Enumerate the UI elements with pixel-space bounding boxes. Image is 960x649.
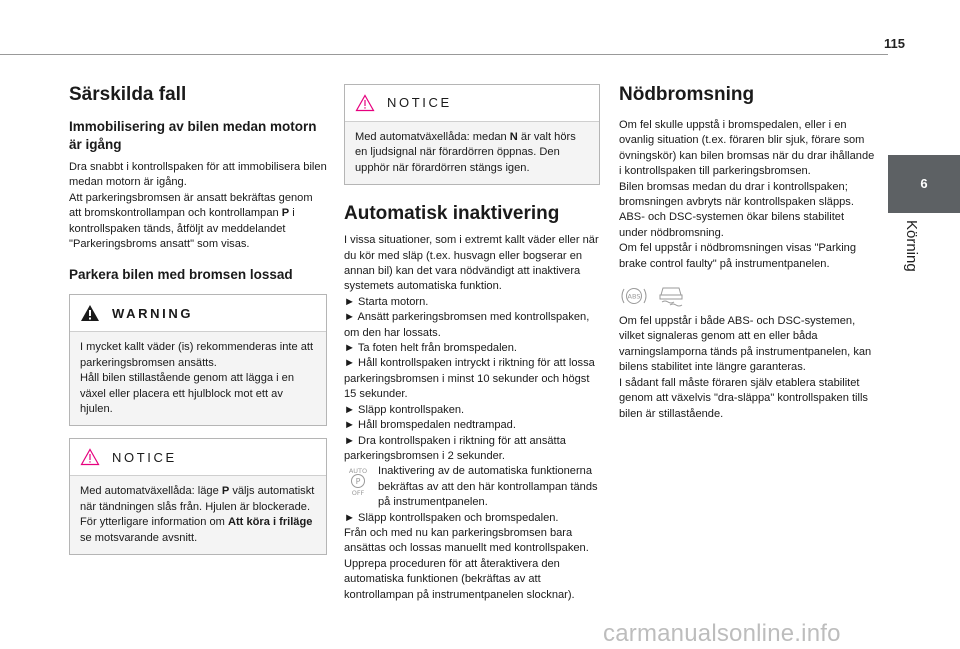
step: ► Släpp kontrollspaken. bbox=[344, 403, 465, 416]
auto-parking-off-icon bbox=[344, 466, 372, 496]
column-1 bbox=[69, 84, 327, 567]
warning-text: I mycket kallt väder (is) rekommenderas inte att parkeringsbromsen ansätts. bbox=[80, 341, 314, 369]
paragraph: ABS- och DSC-systemen ökar bilens stabilitet under nödbromsning. bbox=[619, 211, 845, 239]
dsc-warning-icon bbox=[657, 284, 685, 308]
svg-text:AUTO: AUTO bbox=[348, 467, 368, 476]
step: ► Håll bromspedalen nedtrampad. bbox=[344, 419, 516, 432]
svg-text:P: P bbox=[355, 477, 361, 487]
paragraph: Om fel uppstår i nödbromsningen visas "Parking brake control faulty" på instrumentpanelen. bbox=[619, 242, 857, 270]
paragraph: Bilen bromsas medan du drar i kontrollspaken; bromsningen avbryts när kontrollspaken släpps. bbox=[619, 180, 854, 209]
subsection-heading: Parkera bilen med bromsen lossad bbox=[69, 267, 293, 283]
subsection-heading: Immobilisering av bilen medan motorn är igång bbox=[69, 119, 317, 152]
watermark: carmanualsonline.info bbox=[603, 620, 841, 647]
warning-title: WARNING bbox=[112, 305, 194, 321]
notice-text: För ytterligare information om Att köra i friläge se motsvarande avsnitt. bbox=[80, 516, 313, 544]
auto-off-note bbox=[344, 464, 600, 510]
page-number: 115 bbox=[884, 36, 905, 51]
section-title: Särskilda fall bbox=[69, 84, 187, 105]
section-title: Automatisk inaktivering bbox=[344, 203, 560, 225]
svg-text:ABS: ABS bbox=[627, 292, 641, 301]
abs-warning-icon bbox=[619, 284, 649, 308]
paragraph: Dra snabbt i kontrollspaken för att immobilisera bilen medan motorn är igång. bbox=[69, 161, 327, 189]
warning-box bbox=[69, 294, 327, 426]
column-3 bbox=[619, 84, 875, 422]
step: ► Ta foten helt från bromspedalen. bbox=[344, 342, 517, 355]
paragraph: Från och med nu kan parkeringsbromsen bara ansättas och lossas manuellt med kontrollspaken. bbox=[344, 526, 589, 555]
paragraph: Att parkeringsbromsen är ansatt bekräftas genom att bromskontrollampan och kontrollampan P i kontrollspaken tänds, åtföljt av meddelandet "Parkeringsbroms ansatt" som visas. bbox=[69, 191, 313, 251]
paragraph: Om fel skulle uppstå i bromspedalen, eller i en ovanlig situation (t.ex. föraren blir sjuk, förare som övningskör) kan bilen bromsas när du drar ihållande i kontrollspaken till parkeringsbromsen. bbox=[619, 119, 875, 178]
notice-text: Med automatväxellåda: läge P väljs automatiskt när tändningen slås från. Hjulen är blockerade. bbox=[80, 485, 315, 513]
chapter-label: Körning bbox=[903, 220, 920, 272]
step: ► Släpp kontrollspaken och bromspedalen. bbox=[344, 511, 559, 524]
paragraph: I sådant fall måste föraren själv etablera stabilitet genom att växelvis "dra-släppa" kontrollspaken tills bilen är stillastående. bbox=[619, 376, 868, 420]
chapter-tab[interactable] bbox=[888, 155, 960, 213]
column-2 bbox=[344, 84, 600, 603]
warning-icon bbox=[80, 304, 100, 322]
step: ► Håll kontrollspaken intryckt i riktning för att lossa parkeringsbromsen i minst 10 sekunder och högst 15 sekunder. bbox=[344, 357, 595, 401]
warning-text: Håll bilen stillastående genom att lägga i en växel eller placera ett hjulblock mot ett av hjulen. bbox=[80, 372, 294, 416]
paragraph: Upprepa proceduren för att återaktivera den automatiska funktionen (bekräftas av att kontrollampan på instrumentpanelen slocknar). bbox=[344, 557, 575, 601]
warning-lamp-icons bbox=[619, 284, 875, 308]
notice-icon bbox=[355, 94, 375, 112]
notice-text: Med automatväxellåda: medan N är valt hörs en ljudsignal när förardörren öppnas. Den upphör när förardörren stängs igen. bbox=[355, 131, 576, 174]
notice-box bbox=[69, 438, 327, 555]
paragraph: Om fel uppstår i både ABS- och DSC-systemen, vilket signaleras genom att en eller båda varningslamporna tänds på instrumentpanelen, kan bilens stabilitet inte längre garanteras. bbox=[619, 315, 872, 374]
step: ► Ansätt parkeringsbromsen med kontrollspaken, om den har lossats. bbox=[344, 311, 590, 339]
notice-icon bbox=[80, 448, 100, 466]
notice-title: NOTICE bbox=[387, 95, 452, 111]
section-title: Nödbromsning bbox=[619, 84, 755, 105]
paragraph: I vissa situationer, som i extremt kallt väder eller när du kör med släp (t.ex. husvagn eller bogserar en annan bil) kan det vara nödvändigt att inaktivera systemets automatiska funktion. bbox=[344, 234, 599, 293]
step: ► Starta motorn. bbox=[344, 295, 429, 308]
step: ► Dra kontrollspaken i riktning för att ansätta parkeringsbromsen i 2 sekunder. bbox=[344, 434, 566, 462]
paragraph: Inaktivering av de automatiska funktionerna bekräftas av att den här kontrollampan tänds på instrumentpanelen. bbox=[378, 465, 598, 509]
chapter-number: 6 bbox=[920, 176, 928, 191]
notice-box bbox=[344, 84, 600, 185]
svg-text:OFF: OFF bbox=[351, 489, 365, 497]
header-rule bbox=[0, 54, 888, 55]
notice-title: NOTICE bbox=[112, 449, 177, 465]
